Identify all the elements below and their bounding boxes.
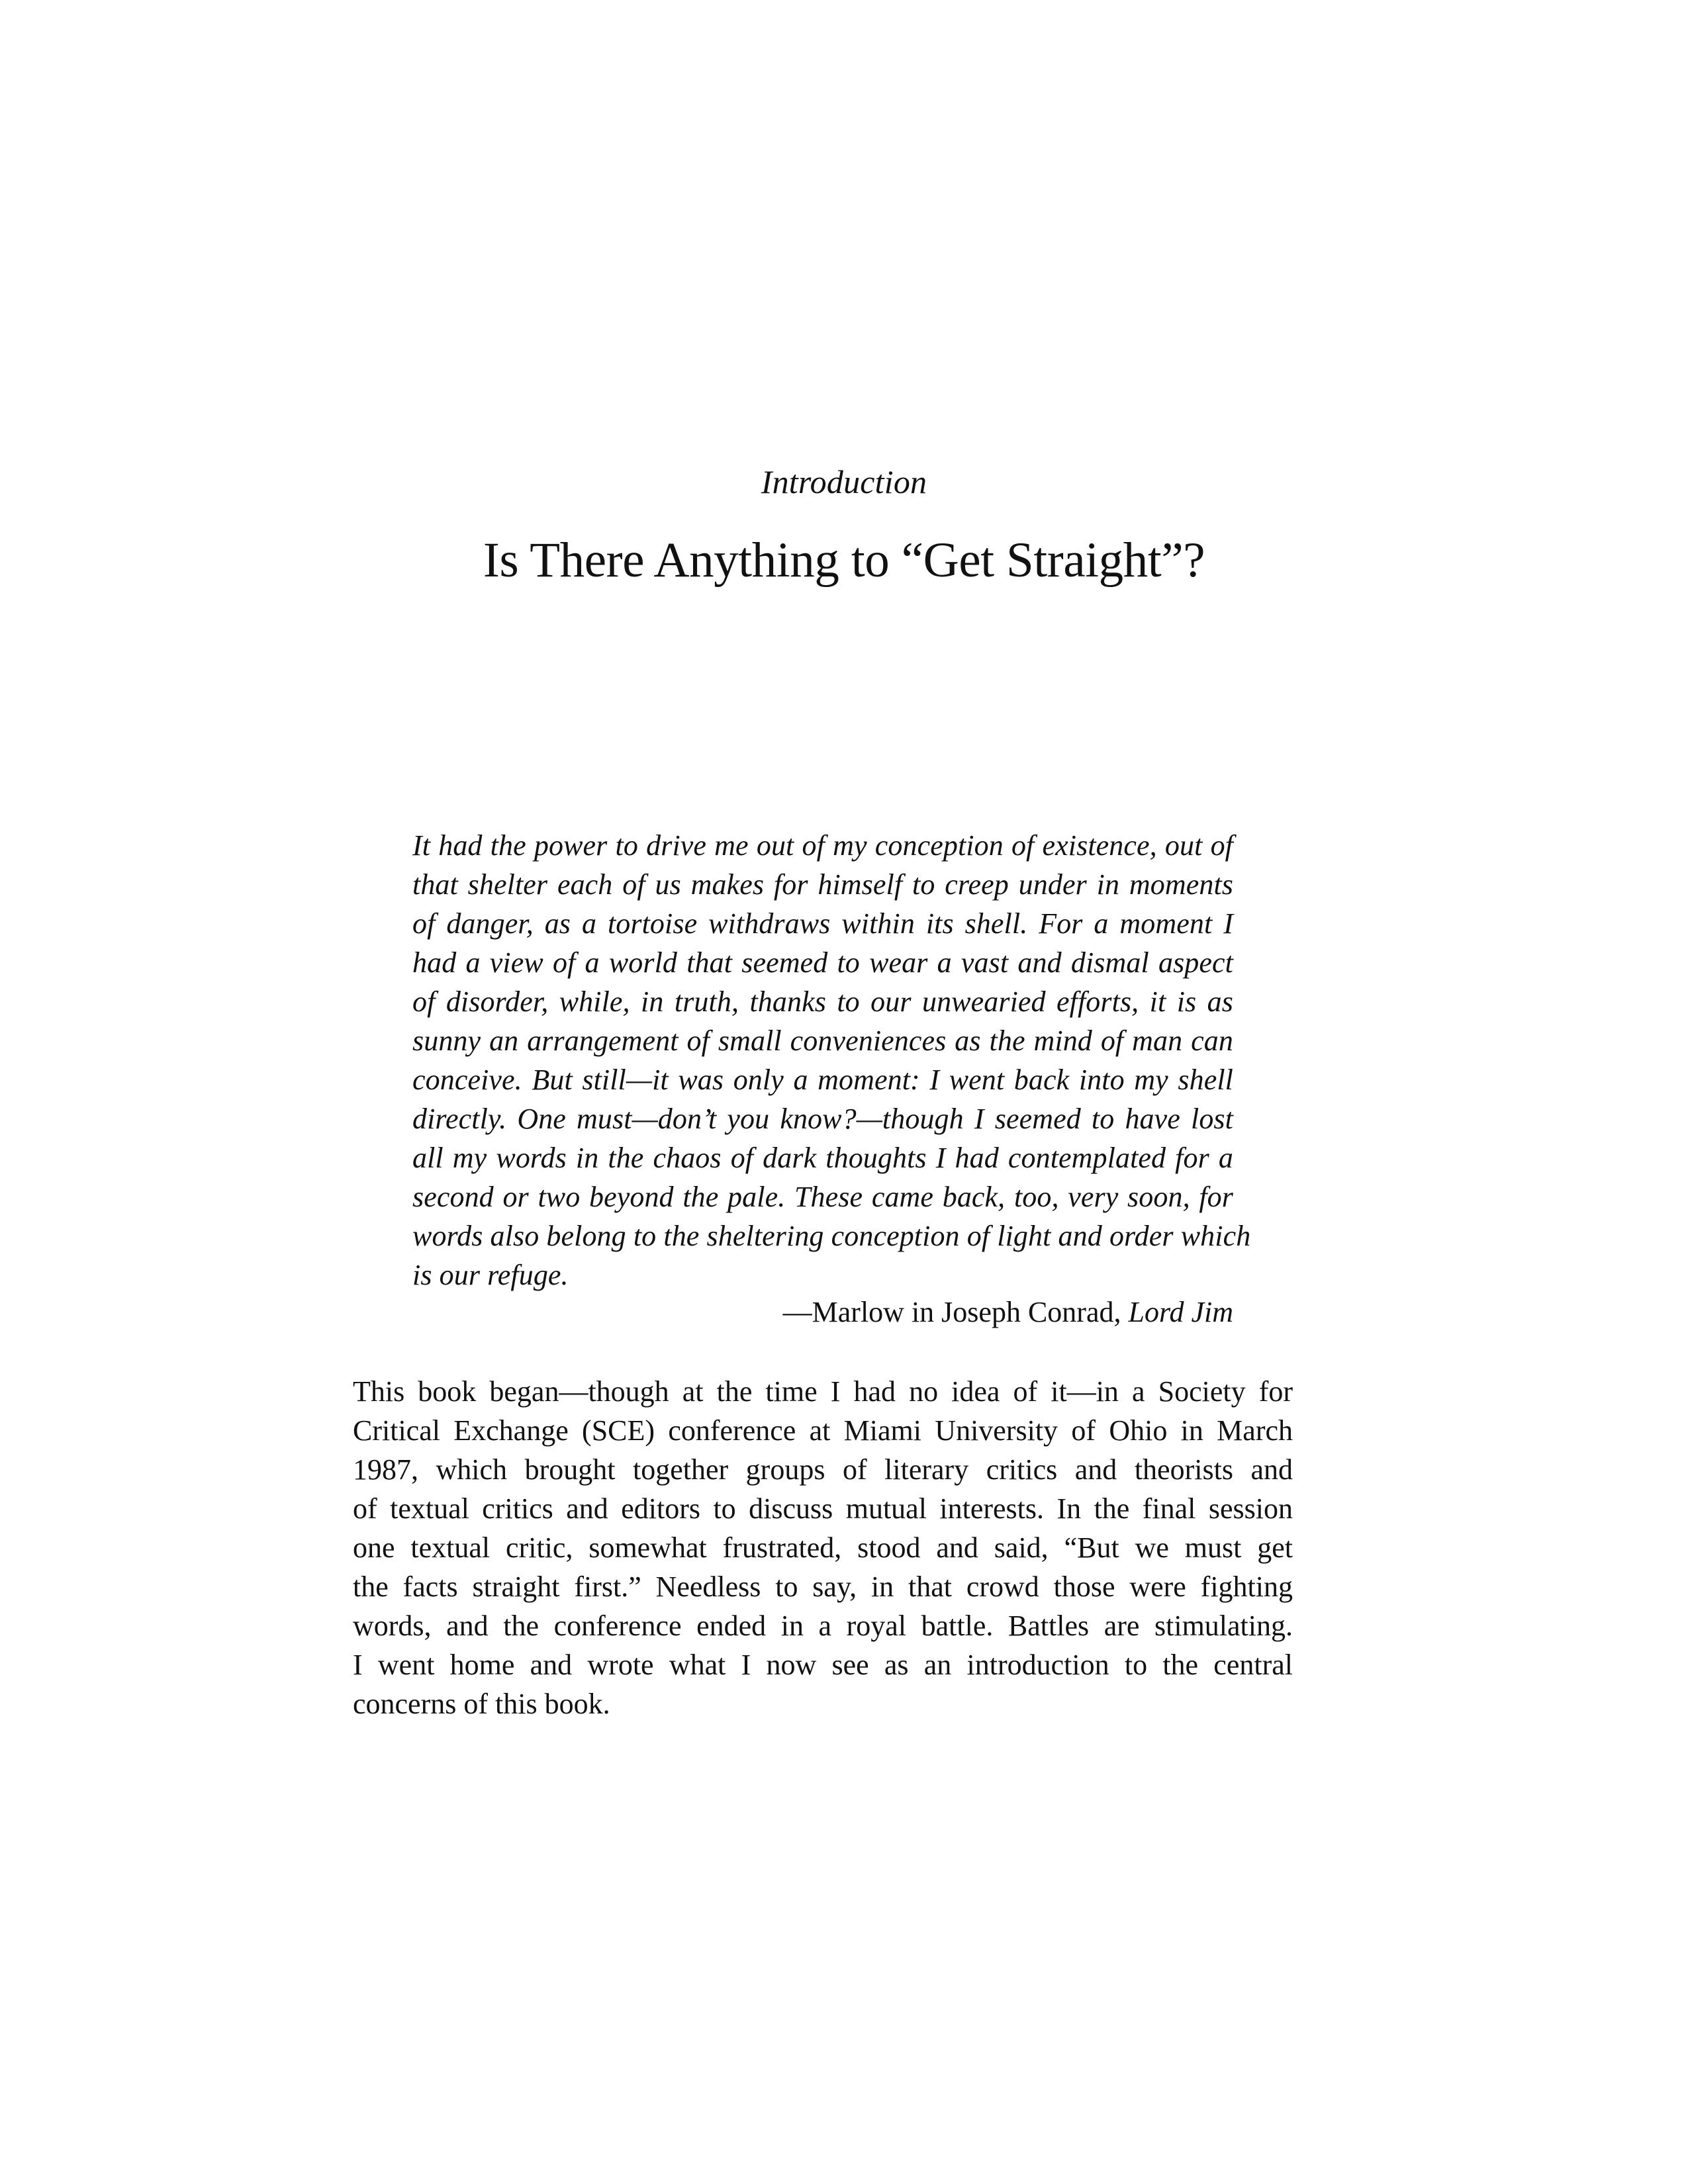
epigraph-line: that shelter each of us makes for himself to creep under in moments (412, 868, 1233, 901)
attribution-work-title: Lord Jim (1128, 1296, 1233, 1328)
body-line: concerns of this book. (353, 1688, 610, 1720)
body-line: I went home and wrote what I now see as an introduction to the central (353, 1649, 1293, 1681)
body-line: Critical Exchange (SCE) conference at Miami University of Ohio in March (353, 1414, 1293, 1447)
body-paragraph (353, 1372, 1293, 1723)
epigraph-line: had a view of a world that seemed to wear a vast and dismal aspect (412, 946, 1233, 979)
body-line: the facts straight first.” Needless to say, in that crowd those were fighting (353, 1570, 1293, 1603)
epigraph-attribution (412, 1293, 1233, 1332)
epigraph-line: second or two beyond the pale. These came back, too, very soon, for (412, 1181, 1233, 1213)
body-line: one textual critic, somewhat frustrated, stood and said, “But we must get (353, 1531, 1293, 1564)
chapter-label: Introduction (761, 463, 927, 500)
epigraph-line: directly. One must—don’t you know?—though I seemed to have lost (412, 1103, 1233, 1135)
epigraph-line: of disorder, while, in truth, thanks to our unwearied efforts, it is as (412, 985, 1233, 1018)
epigraph (412, 826, 1251, 1295)
body-line: This book began—though at the time I had no idea of it—in a Society for (353, 1375, 1293, 1408)
epigraph-line: sunny an arrangement of small conveniences as the mind of man can (412, 1024, 1233, 1057)
epigraph-line: words also belong to the sheltering conception of light and order which (412, 1220, 1251, 1252)
body-line: 1987, which brought together groups of literary critics and theorists and (353, 1453, 1293, 1486)
body-line: words, and the conference ended in a royal battle. Battles are stimulating. (353, 1610, 1293, 1642)
epigraph-line: It had the power to drive me out of my conception of existence, out of (412, 829, 1233, 862)
epigraph-line: conceive. But still—it was only a moment: I went back into my shell (412, 1064, 1233, 1096)
epigraph-line: of danger, as a tortoise withdraws within its shell. For a moment I (412, 907, 1233, 940)
chapter-title: Is There Anything to “Get Straight”? (483, 533, 1205, 588)
epigraph-line: is our refuge. (412, 1259, 569, 1291)
body-line: of textual critics and editors to discuss mutual interests. In the final session (353, 1492, 1293, 1525)
epigraph-line: all my words in the chaos of dark thoughts I had contemplated for a (412, 1142, 1233, 1174)
attribution-text: —Marlow in Joseph Conrad, (782, 1296, 1129, 1328)
